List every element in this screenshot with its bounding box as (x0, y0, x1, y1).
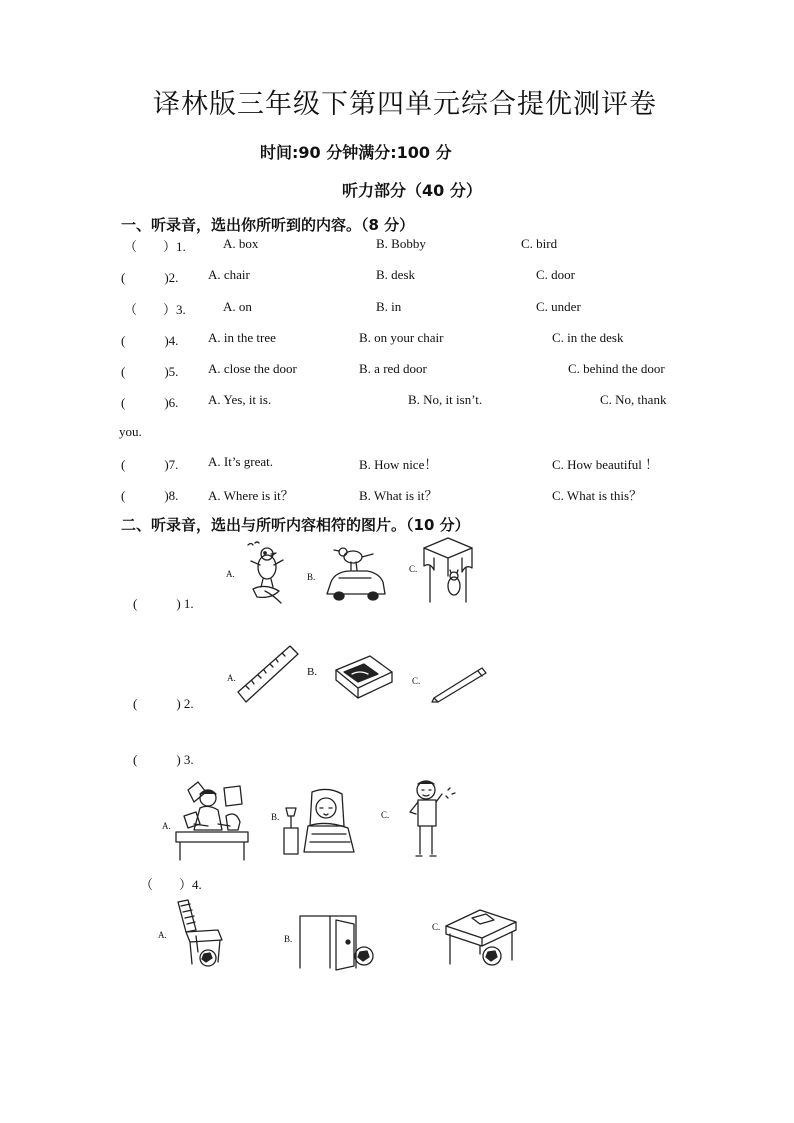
cat-under-table-icon[interactable] (420, 536, 475, 606)
q7-option-b: B. How nice！ (359, 457, 438, 472)
pic-q3-label-a: A. (162, 821, 171, 831)
q1-option-b: B. Bobby (376, 236, 426, 251)
ball-behind-door-icon[interactable] (298, 914, 378, 970)
q8-option-a: A. Where is it？ (208, 488, 294, 503)
q3-prefix[interactable]: （ ）3. (124, 302, 186, 317)
q6-continuation: you. (119, 424, 142, 439)
pic-q4-prefix[interactable]: （ ）4. (140, 877, 202, 892)
q4-prefix[interactable]: ( )4. (121, 333, 179, 348)
q3-option-c: C. under (536, 299, 581, 314)
q3-option-a: A. on (223, 299, 252, 314)
pic-q1-label-b: B. (307, 572, 316, 582)
girl-in-bed-icon[interactable] (282, 786, 362, 856)
q5-option-c: C. behind the door (568, 361, 665, 376)
pencil-icon[interactable] (428, 664, 490, 704)
q4-option-c: C. in the desk (552, 330, 624, 345)
q5-option-a: A. close the door (208, 361, 297, 376)
ball-under-desk-icon[interactable] (444, 904, 520, 970)
pic-q1-label-c: C. (409, 564, 418, 574)
boy-standing-icon[interactable] (406, 776, 464, 862)
pic-q4-label-b: B. (284, 934, 293, 944)
q2-option-a: A. chair (208, 267, 250, 282)
section2-heading: 二、听录音，选出与所听内容相符的图片。（10 分） (121, 516, 470, 534)
section1-heading: 一、听录音，选出你所听到的内容。（8 分） (121, 216, 415, 234)
pic-q2-label-a: A. (227, 673, 236, 683)
q8-prefix[interactable]: ( )8. (121, 488, 179, 503)
q1-option-c: C. bird (521, 236, 558, 251)
q6-option-c: C. No, thank (600, 392, 667, 407)
pic-q4-label-c: C. (432, 922, 441, 932)
ruler-icon[interactable] (236, 644, 300, 704)
boy-at-desk-icon[interactable] (174, 780, 252, 862)
q6-prefix[interactable]: ( )6. (121, 395, 179, 410)
q2-option-c: C. door (536, 267, 575, 282)
q1-prefix[interactable]: （ ）1. (124, 239, 186, 254)
pic-q2-label-c: C. (412, 676, 421, 686)
q6-option-b: B. No, it isn’t. (408, 392, 483, 407)
q7-prefix[interactable]: ( )7. (121, 457, 179, 472)
q7-option-c: C. How beautiful ！ (552, 457, 659, 472)
q7-option-a: A. It’s great. (208, 454, 273, 469)
pic-q1-prefix[interactable]: ( ) 1. (133, 596, 194, 611)
pic-q1-label-a: A. (226, 569, 235, 579)
q5-prefix[interactable]: ( )5. (121, 364, 179, 379)
part-heading: 听力部分（40 分） (342, 181, 482, 200)
pic-q4-label-a: A. (158, 930, 167, 940)
pic-q2-label-b: B. (307, 666, 318, 678)
ball-under-chair-icon[interactable] (174, 900, 230, 970)
q5-option-b: B. a red door (359, 361, 427, 376)
q1-option-a: A. box (223, 236, 259, 251)
q3-option-b: B. in (376, 299, 402, 314)
q2-option-b: B. desk (376, 267, 415, 282)
q6-option-a: A. Yes, it is. (208, 392, 272, 407)
q4-option-a: A. in the tree (208, 330, 276, 345)
pic-q3-label-c: C. (381, 810, 390, 820)
q2-prefix[interactable]: ( )2. (121, 270, 179, 285)
q4-option-b: B. on your chair (359, 330, 444, 345)
q8-option-c: C. What is this？ (552, 488, 643, 503)
pic-q2-prefix[interactable]: ( ) 2. (133, 696, 194, 711)
bird-on-car-icon[interactable] (323, 540, 388, 605)
q8-option-b: B. What is it？ (359, 488, 438, 503)
bird-on-leaves-icon[interactable] (243, 541, 293, 606)
pic-q3-label-b: B. (271, 812, 280, 822)
page-title: 译林版三年级下第四单元综合提优测评卷 (153, 89, 657, 120)
pic-q3-prefix[interactable]: ( ) 3. (133, 752, 194, 767)
rubber-icon[interactable] (330, 652, 396, 700)
time-score-line: 时间:90 分钟满分:100 分 (260, 143, 452, 162)
